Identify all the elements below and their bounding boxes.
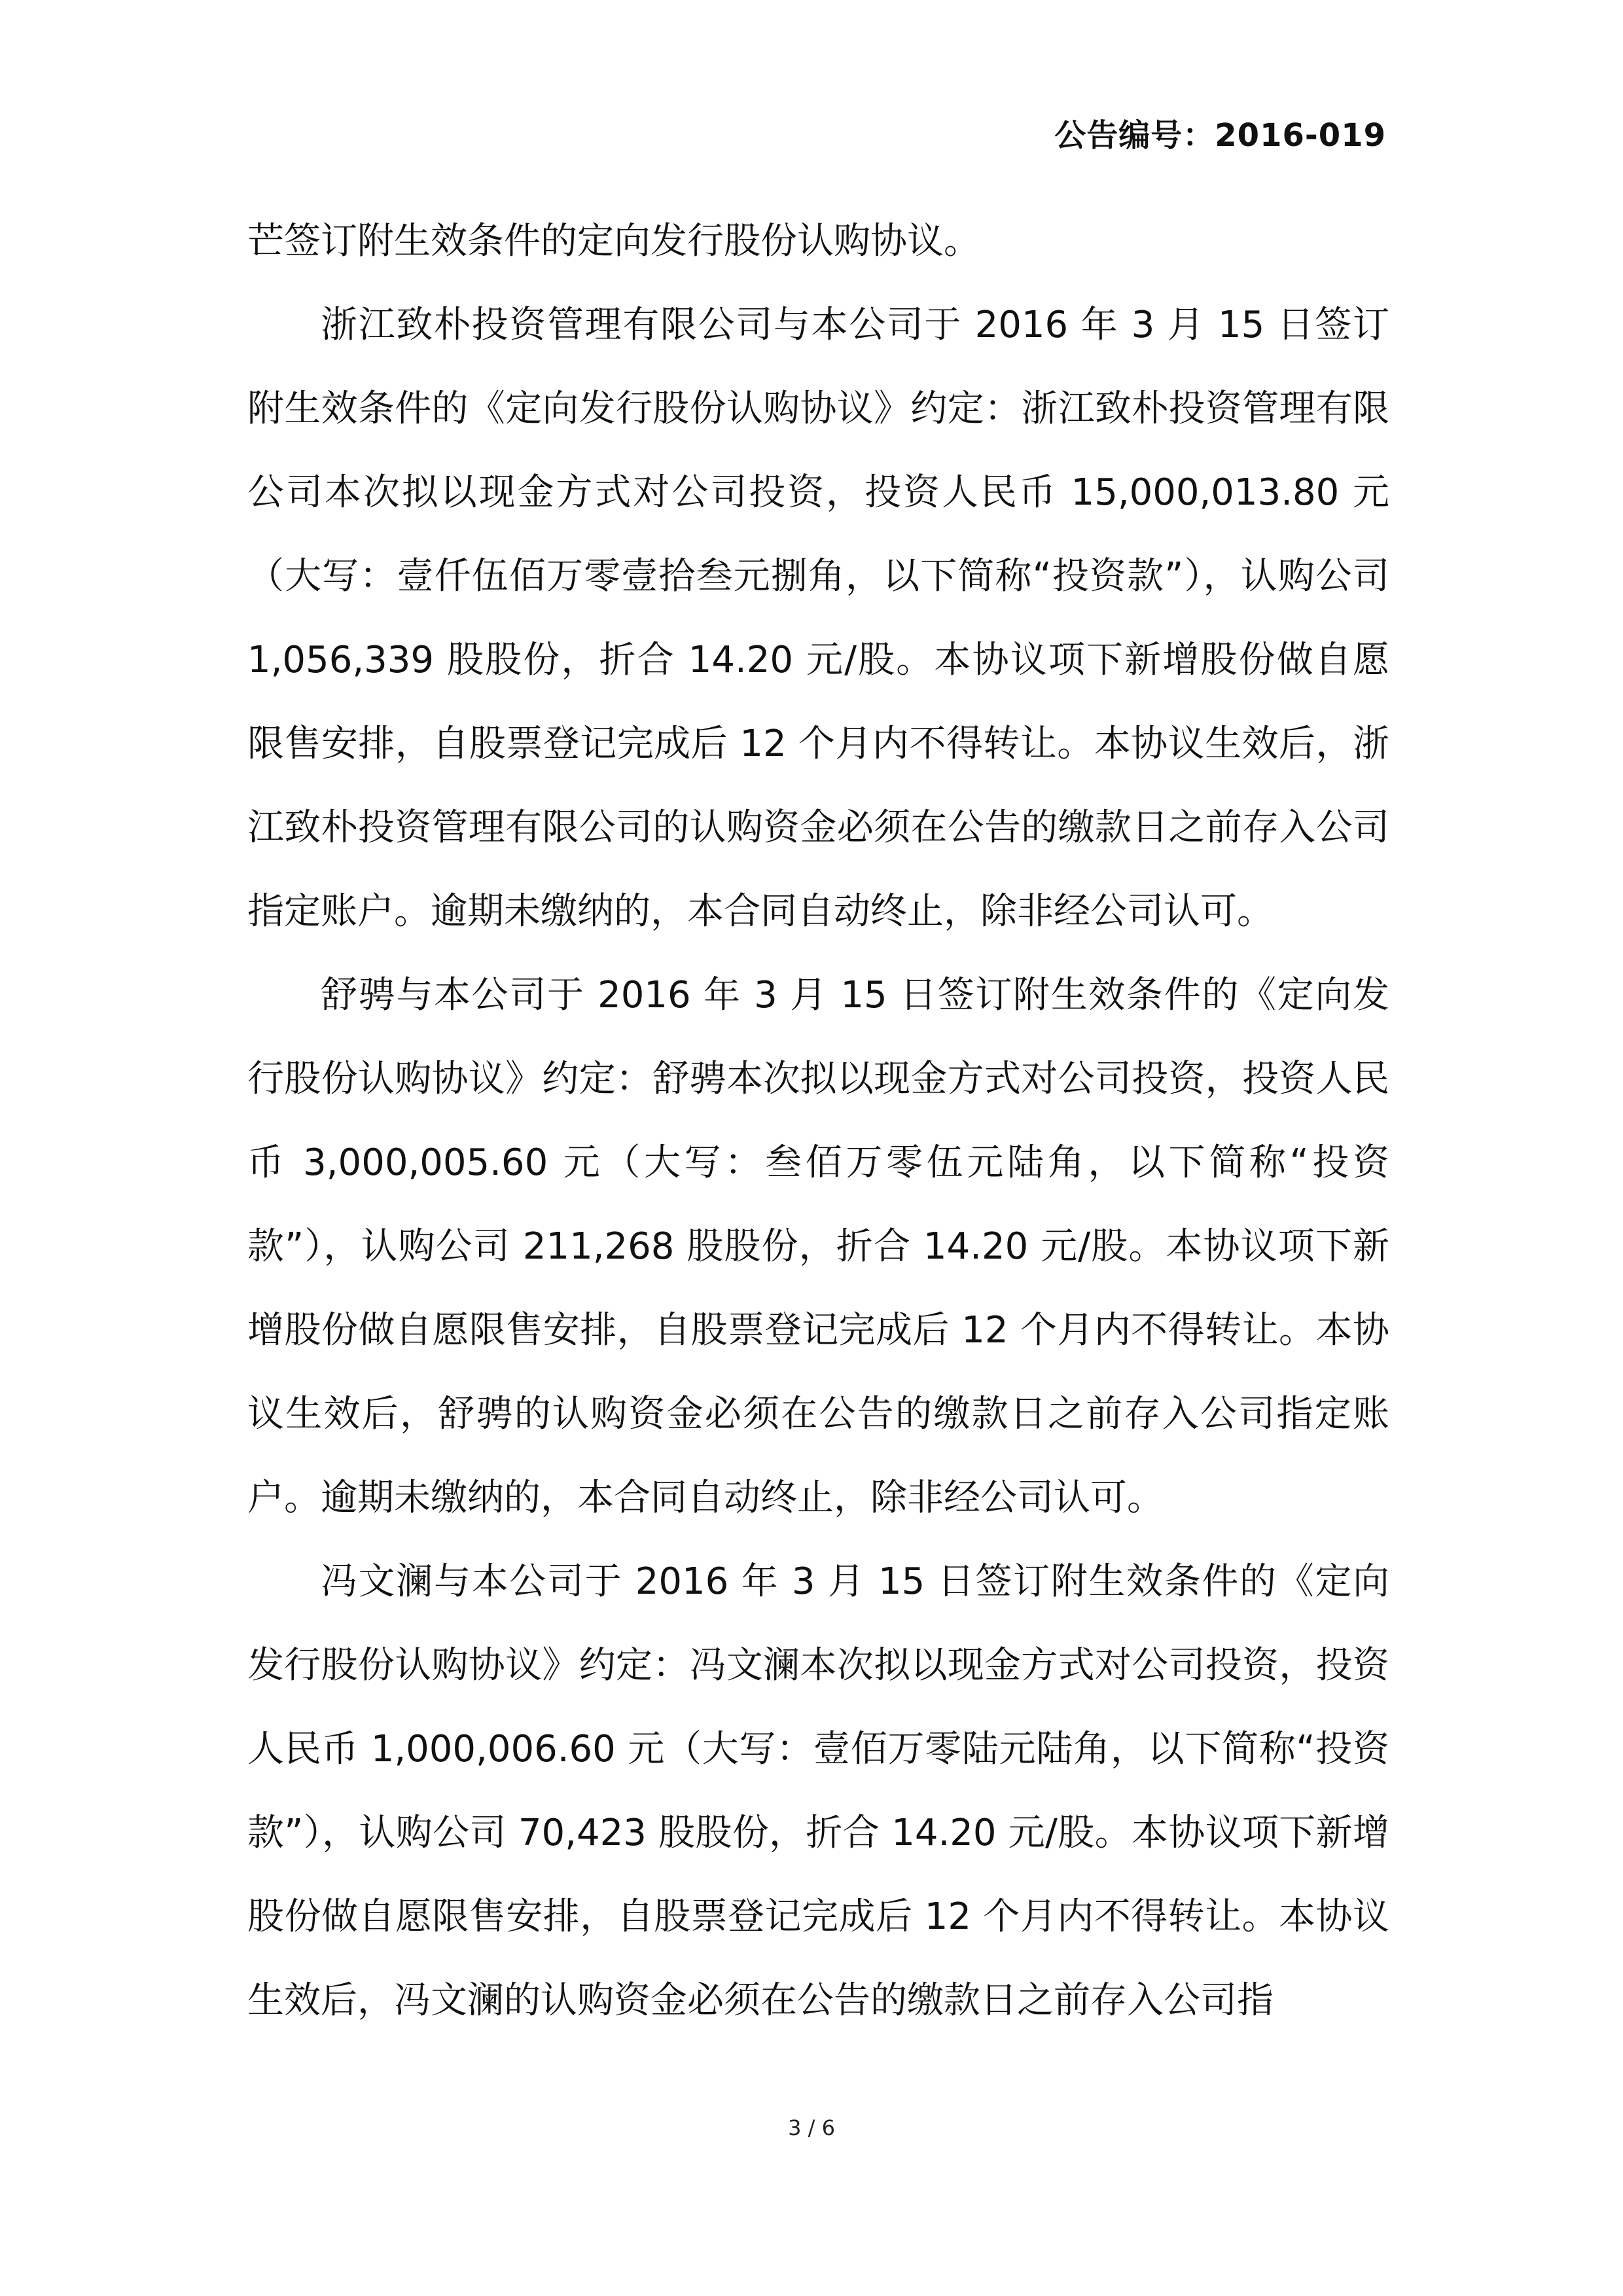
paragraph-continuation: 芒签订附生效条件的定向发行股份认购协议。 <box>247 220 980 262</box>
announcement-number: 公告编号：2016-019 <box>1054 117 1386 154</box>
paragraph-zhejiang-zhipu: 浙江致朴投资管理有限公司与本公司于 2016 年 3 月 15 日签订附生效条件的《定向发行股份认购协议》约定：浙江致朴投资管理有限公司本次拟以现金方式对公司投资，投资人民币 15,000,013.80 元（大写：壹仟伍佰万零壹拾叁元捌角，以下简称“投资款”），认购公司 1,056,339 股股份，折合 14.20 元/股。本协议项下新增股份做自愿限售安排，自股票登记完成后 12 个月内不得转让。本协议生效后，浙江致朴投资管理有限公司的认购资金必须在公告的缴款日之前存入公司指定账户。逾期未缴纳的，本合同自动终止，除非经公司认可。 <box>247 304 1389 933</box>
page-number: 3 / 6 <box>788 2115 835 2140</box>
document-body <box>247 200 1389 2043</box>
paragraph-shu-cheng: 舒骋与本公司于 2016 年 3 月 15 日签订附生效条件的《定向发行股份认购协议》约定：舒骋本次拟以现金方式对公司投资，投资人民币 3,000,005.60 元（大写：叁佰万零伍元陆角，以下简称“投资款”），认购公司 211,268 股股份，折合 14.20 元/股。本协议项下新增股份做自愿限售安排，自股票登记完成后 12 个月内不得转让。本协议生效后，舒骋的认购资金必须在公告的缴款日之前存入公司指定账户。逾期未缴纳的，本合同自动终止，除非经公司认可。 <box>247 974 1389 1519</box>
paragraph-feng-wenlan: 冯文澜与本公司于 2016 年 3 月 15 日签订附生效条件的《定向发行股份认购协议》约定：冯文澜本次拟以现金方式对公司投资，投资人民币 1,000,006.60 元（大写：壹佰万零陆元陆角，以下简称“投资款”），认购公司 70,423 股股份，折合 14.20 元/股。本协议项下新增股份做自愿限售安排，自股票登记完成后 12 个月内不得转让。本协议生效后，冯文澜的认购资金必须在公告的缴款日之前存入公司指 <box>247 1560 1389 2022</box>
